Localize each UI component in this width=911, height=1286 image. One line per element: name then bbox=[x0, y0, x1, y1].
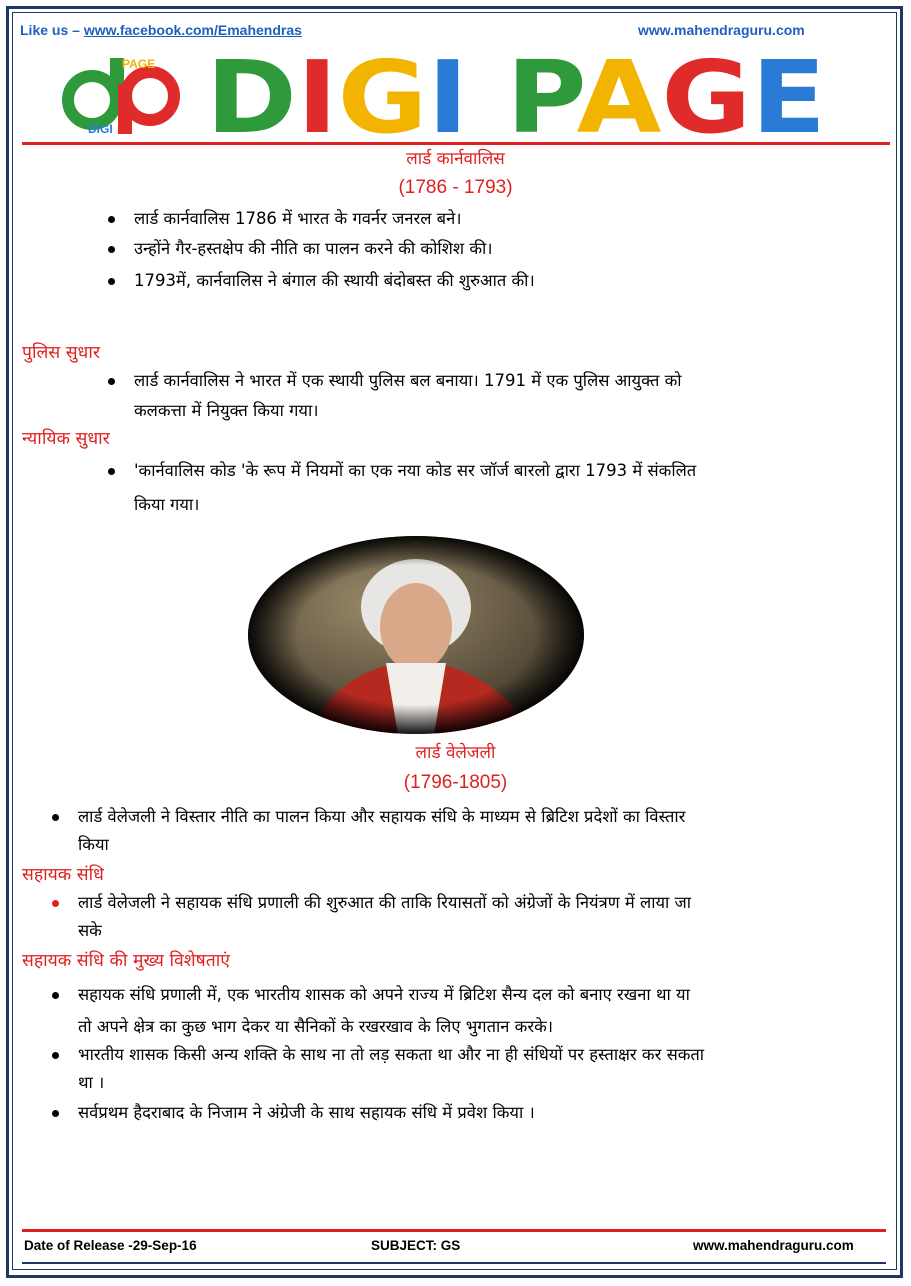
bullet-dot bbox=[52, 1052, 59, 1059]
banner-letter bbox=[468, 54, 506, 134]
list-item bbox=[52, 802, 892, 862]
bullet-text-line1: सहायक संधि प्रणाली में, एक भारतीय शासक को अपने राज्य में ब्रिटिश सैन्य दल को बनाए रखना था या bbox=[78, 985, 690, 1004]
bullet-text: लार्ड कार्नवालिस 1786 में भारत के गवर्नर जनरल बने। bbox=[134, 209, 462, 228]
bullet-dot bbox=[108, 278, 115, 285]
section2-years: (1796-1805) bbox=[403, 772, 508, 793]
bullet-dot bbox=[108, 468, 115, 475]
list-item bbox=[52, 1040, 892, 1100]
bullet-dot bbox=[108, 378, 115, 385]
site-link-footer[interactable]: www.mahendraguru.com bbox=[693, 1238, 854, 1253]
bullet-text-line1: 'कार्नवालिस कोड 'के रूप में नियमों का एक नया कोड सर जॉर्ज बारलो द्वारा 1793 में संकलित bbox=[134, 461, 697, 480]
bullet-text-line1: भारतीय शासक किसी अन्य शक्ति के साथ ना तो लड़ सकता था और ना ही संधियों पर हस्ताक्षर कर सकता bbox=[78, 1045, 705, 1064]
bullet-text-line2: किया गया। bbox=[134, 495, 200, 514]
footer-bottom-rule bbox=[22, 1262, 886, 1264]
header-rule bbox=[22, 142, 890, 145]
digi-page-logo bbox=[52, 54, 186, 134]
bullet-dot bbox=[52, 900, 59, 907]
judicial-reform-heading: न्यायिक सुधार bbox=[22, 429, 110, 449]
facebook-link[interactable]: www.facebook.com/Emahendras bbox=[83, 22, 302, 38]
bullet-text: सर्वप्रथम हैदराबाद के निजाम ने अंग्रेजी के साथ सहायक संधि में प्रवेश किया । bbox=[78, 1103, 535, 1122]
police-reform-heading: पुलिस सुधार bbox=[22, 343, 101, 363]
bullet-text: उन्होंने गैर-हस्तक्षेप की नीति का पालन करने की कोशिश की। bbox=[134, 239, 493, 258]
banner-letter: G bbox=[337, 54, 420, 134]
like-us-label: Like us – bbox=[20, 22, 84, 38]
bullet-text-line2: था । bbox=[78, 1073, 105, 1092]
banner-letter: P bbox=[506, 54, 571, 134]
facebook-line bbox=[20, 22, 302, 38]
list-item bbox=[52, 980, 892, 1040]
subject-label: SUBJECT: GS bbox=[371, 1238, 461, 1253]
digi-page-banner bbox=[206, 54, 826, 134]
bullet-dot bbox=[52, 1110, 59, 1117]
bullet-text-line2: कलकत्ता में नियुक्त किया गया। bbox=[134, 401, 319, 420]
bullet-text-line1: लार्ड वेलेजली ने सहायक संधि प्रणाली की शुरुआत की ताकि रियासतों को अंग्रेजों के नियंत्रण में लाया जा bbox=[78, 893, 692, 912]
bullet-text-line1: लार्ड कार्नवालिस ने भारत में एक स्थायी पुलिस बल बनाया। 1791 में एक पुलिस आयुक्त को bbox=[134, 371, 682, 390]
list-item bbox=[108, 204, 868, 234]
site-link-top[interactable]: www.mahendraguru.com bbox=[638, 22, 805, 38]
list-item bbox=[108, 234, 868, 264]
bullet-text-line2: सके bbox=[78, 921, 102, 940]
bullet-dot bbox=[108, 246, 115, 253]
list-item bbox=[108, 456, 878, 516]
features-heading: सहायक संधि की मुख्य विशेषताएं bbox=[22, 951, 230, 971]
banner-letter: I bbox=[427, 54, 465, 134]
bullet-text-line1: लार्ड वेलेजली ने विस्तार नीति का पालन किया और सहायक संधि के माध्यम से ब्रिटिश प्रदेशों का विस्तार bbox=[78, 807, 686, 826]
release-date: Date of Release -29-Sep-16 bbox=[24, 1238, 197, 1253]
list-item bbox=[108, 266, 868, 296]
banner-letter: G bbox=[661, 54, 744, 134]
svg-text:DIGI PAGE bbox=[206, 54, 826, 134]
logo-digi-text: DIGI bbox=[88, 122, 113, 134]
banner-letter: D bbox=[206, 54, 290, 134]
bullet-text-line2: किया bbox=[78, 835, 109, 854]
banner-letter: I bbox=[296, 54, 335, 134]
list-item bbox=[52, 1098, 892, 1128]
subsidiary-alliance-heading: सहायक संधि bbox=[22, 865, 104, 885]
banner-letter: A bbox=[576, 54, 654, 134]
logo-page-text: PAGE bbox=[122, 57, 156, 71]
footer-rule bbox=[22, 1229, 886, 1232]
bullet-text: 1793में, कार्नवालिस ने बंगाल की स्थायी बंदोबस्त की शुरुआत की। bbox=[134, 271, 535, 290]
section2-title: लार्ड वेलेजली bbox=[415, 743, 496, 763]
list-item bbox=[52, 888, 892, 948]
portrait-image bbox=[246, 535, 586, 735]
bullet-dot bbox=[52, 814, 59, 821]
section1-title: लार्ड कार्नवालिस bbox=[406, 149, 505, 169]
bullet-dot bbox=[52, 992, 59, 999]
bullet-text-line2: तो अपने क्षेत्र का कुछ भाग देकर या सैनिकों के रखरखाव के लिए भुगतान करके। bbox=[78, 1017, 554, 1036]
list-item bbox=[108, 366, 878, 426]
banner-letter: E bbox=[751, 54, 820, 134]
bullet-dot bbox=[108, 216, 115, 223]
section1-years: (1786 - 1793) bbox=[398, 177, 513, 198]
top-bar bbox=[20, 22, 890, 40]
